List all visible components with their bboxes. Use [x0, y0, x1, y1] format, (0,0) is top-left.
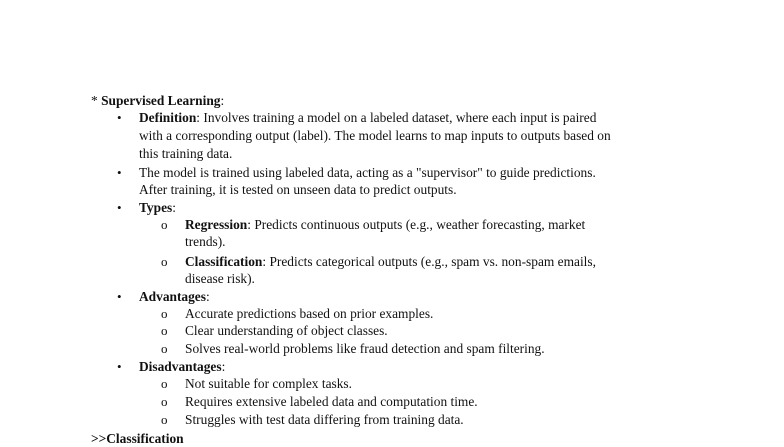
- section-heading: [91, 92, 224, 109]
- next-heading-title: Classification: [106, 431, 184, 446]
- next-section-heading: [91, 430, 184, 447]
- regression-line-2: trends).: [185, 234, 226, 249]
- classification-line-2: disease risk).: [185, 271, 255, 286]
- bullet-disadvantages: •: [117, 359, 122, 374]
- definition-line-3: this training data.: [139, 146, 233, 161]
- disadvantage-item-2: Requires extensive labeled data and computation time.: [185, 394, 478, 409]
- circle-disadvantage-1: o: [161, 376, 168, 391]
- disadvantage-item-3: Struggles with test data differing from training data.: [185, 412, 464, 427]
- advantages-colon: :: [205, 289, 210, 304]
- next-heading-prefix: >>: [91, 431, 107, 446]
- definition-line-2: with a corresponding output (label). The model learns to map inputs to outputs based on: [139, 128, 611, 143]
- disadvantages-term: Disadvantages: [139, 359, 222, 374]
- circle-disadvantage-3: o: [161, 412, 168, 427]
- bullet-advantages: •: [117, 289, 122, 304]
- heading-title: Supervised Learning: [101, 93, 221, 108]
- advantage-item-2: Clear understanding of object classes.: [185, 323, 388, 338]
- regression-line-1: [185, 216, 585, 233]
- circle-disadvantage-2: o: [161, 394, 168, 409]
- classification-term: Classification: [185, 254, 263, 269]
- circle-regression: o: [161, 217, 168, 232]
- definition-text-1: : Involves training a model on a labeled dataset, where each input is paired: [196, 110, 597, 125]
- definition-line-1: [139, 109, 596, 126]
- supervisor-line-1: The model is trained using labeled data, acting as a "supervisor" to guide predictions.: [139, 165, 596, 180]
- circle-advantage-1: o: [161, 306, 168, 321]
- advantages-heading: [139, 288, 210, 305]
- advantages-term: Advantages: [139, 289, 206, 304]
- circle-classification: o: [161, 254, 168, 269]
- heading-star: *: [91, 93, 98, 108]
- advantage-item-1: Accurate predictions based on prior examples.: [185, 306, 434, 321]
- advantage-item-3: Solves real-world problems like fraud detection and spam filtering.: [185, 341, 545, 356]
- types-heading: [139, 199, 176, 216]
- classification-text-1: : Predicts categorical outputs (e.g., spam vs. non-spam emails,: [262, 254, 596, 269]
- bullet-types: •: [117, 200, 122, 215]
- classification-line-1: [185, 253, 596, 270]
- disadvantages-colon: :: [221, 359, 226, 374]
- circle-advantage-3: o: [161, 341, 168, 356]
- types-term: Types: [139, 200, 173, 215]
- disadvantages-heading: [139, 358, 225, 375]
- heading-colon: :: [220, 93, 225, 108]
- regression-text-1: : Predicts continuous outputs (e.g., weather forecasting, market: [247, 217, 586, 232]
- circle-advantage-2: o: [161, 323, 168, 338]
- disadvantage-item-1: Not suitable for complex tasks.: [185, 376, 352, 391]
- supervisor-line-2: After training, it is tested on unseen data to predict outputs.: [139, 182, 457, 197]
- definition-term: Definition: [139, 110, 197, 125]
- bullet-supervisor: •: [117, 165, 122, 180]
- types-colon: :: [172, 200, 176, 215]
- bullet-definition: •: [117, 110, 122, 125]
- regression-term: Regression: [185, 217, 248, 232]
